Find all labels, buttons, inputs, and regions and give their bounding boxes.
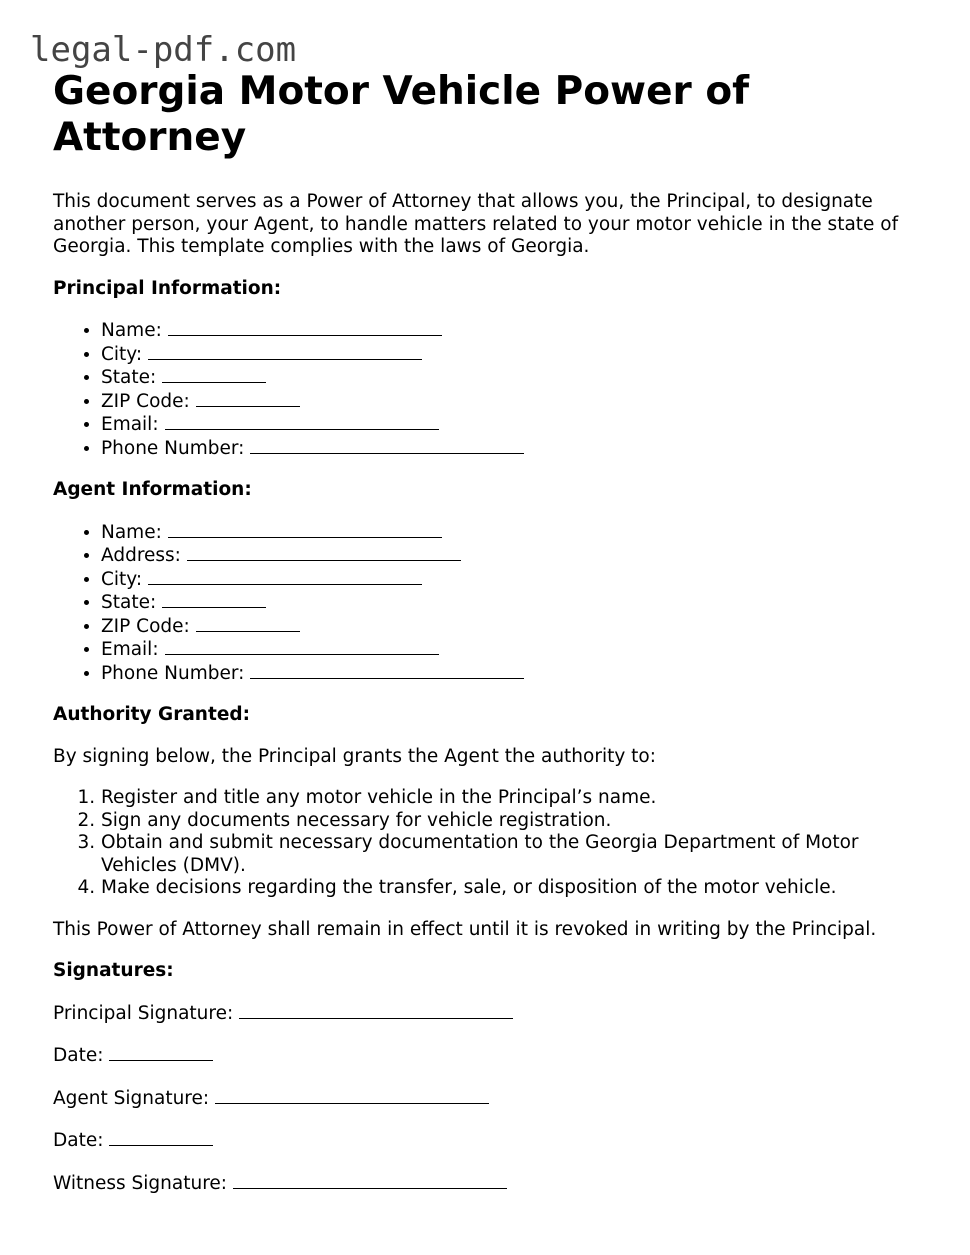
authority-item: 3. Obtain and submit necessary documentation to the Georgia Department of Motor Vehicles (DMV). — [101, 832, 923, 877]
principal-email-field: • Email: — [101, 413, 923, 437]
agent-email-field: • Email: — [101, 638, 923, 662]
fill-line — [109, 1044, 213, 1061]
principal-state-field: • State: — [101, 366, 923, 390]
fill-line — [109, 1129, 213, 1146]
agent-state-field: • State: — [101, 591, 923, 615]
fill-line — [239, 1002, 513, 1019]
agent-field-list — [53, 521, 923, 686]
agent-signature-line: Agent Signature: — [53, 1087, 923, 1111]
document-title: Georgia Motor Vehicle Power of Attorney — [53, 69, 750, 160]
agent-address-field: • Address: — [101, 544, 923, 568]
witness-signature-line: Witness Signature: — [53, 1172, 923, 1196]
authority-closing-text: This Power of Attorney shall remain in effect until it is revoked in writing by the Principal. — [53, 918, 877, 940]
fill-line — [233, 1172, 507, 1189]
fill-line — [250, 662, 524, 679]
principal-signature-line: Principal Signature: — [53, 1002, 923, 1026]
fill-line — [165, 638, 439, 655]
fill-line — [196, 615, 300, 632]
agent-city-field: • City: — [101, 568, 923, 592]
document-page — [53, 69, 923, 1195]
principal-date-line: Date: — [53, 1044, 923, 1068]
fill-line — [162, 591, 266, 608]
principal-field-list — [53, 319, 923, 460]
agent-phone-field: • Phone Number: — [101, 662, 923, 686]
agent-name-field: • Name: — [101, 521, 923, 545]
principal-section-heading: Principal Information: — [53, 277, 282, 299]
authority-section-heading: Authority Granted: — [53, 704, 251, 725]
signatures-section-heading: Signatures: — [53, 960, 174, 981]
principal-name-field: • Name: — [101, 319, 923, 343]
principal-zip-field: • ZIP Code: — [101, 390, 923, 414]
fill-line — [196, 390, 300, 407]
fill-line — [165, 413, 439, 430]
authority-item: 2. Sign any documents necessary for vehicle registration. — [101, 810, 923, 833]
intro-paragraph: This document serves as a Power of Attorney that allows you, the Principal, to designate another person, your Agent, to handle matters related to your motor vehicle in the state of Georgia. This template complies with the laws of Georgia. — [53, 191, 899, 257]
fill-line — [250, 437, 524, 454]
authority-item: 1. Register and title any motor vehicle in the Principal’s name. — [101, 787, 923, 810]
fill-line — [168, 319, 442, 336]
authority-item: 4. Make decisions regarding the transfer, sale, or disposition of the motor vehicle. — [101, 877, 923, 900]
fill-line — [187, 544, 461, 561]
principal-city-field: • City: — [101, 343, 923, 367]
agent-date-line: Date: — [53, 1129, 923, 1153]
authority-lead-text: By signing below, the Principal grants the Agent the authority to: — [53, 745, 656, 767]
fill-line — [148, 568, 422, 585]
authority-list — [53, 787, 923, 900]
fill-line — [215, 1087, 489, 1104]
fill-line — [162, 366, 266, 383]
agent-section-heading: Agent Information: — [53, 479, 252, 500]
site-watermark: legal-pdf.com — [30, 30, 297, 70]
fill-line — [168, 521, 442, 538]
agent-zip-field: • ZIP Code: — [101, 615, 923, 639]
principal-phone-field: • Phone Number: — [101, 437, 923, 461]
fill-line — [148, 343, 422, 360]
